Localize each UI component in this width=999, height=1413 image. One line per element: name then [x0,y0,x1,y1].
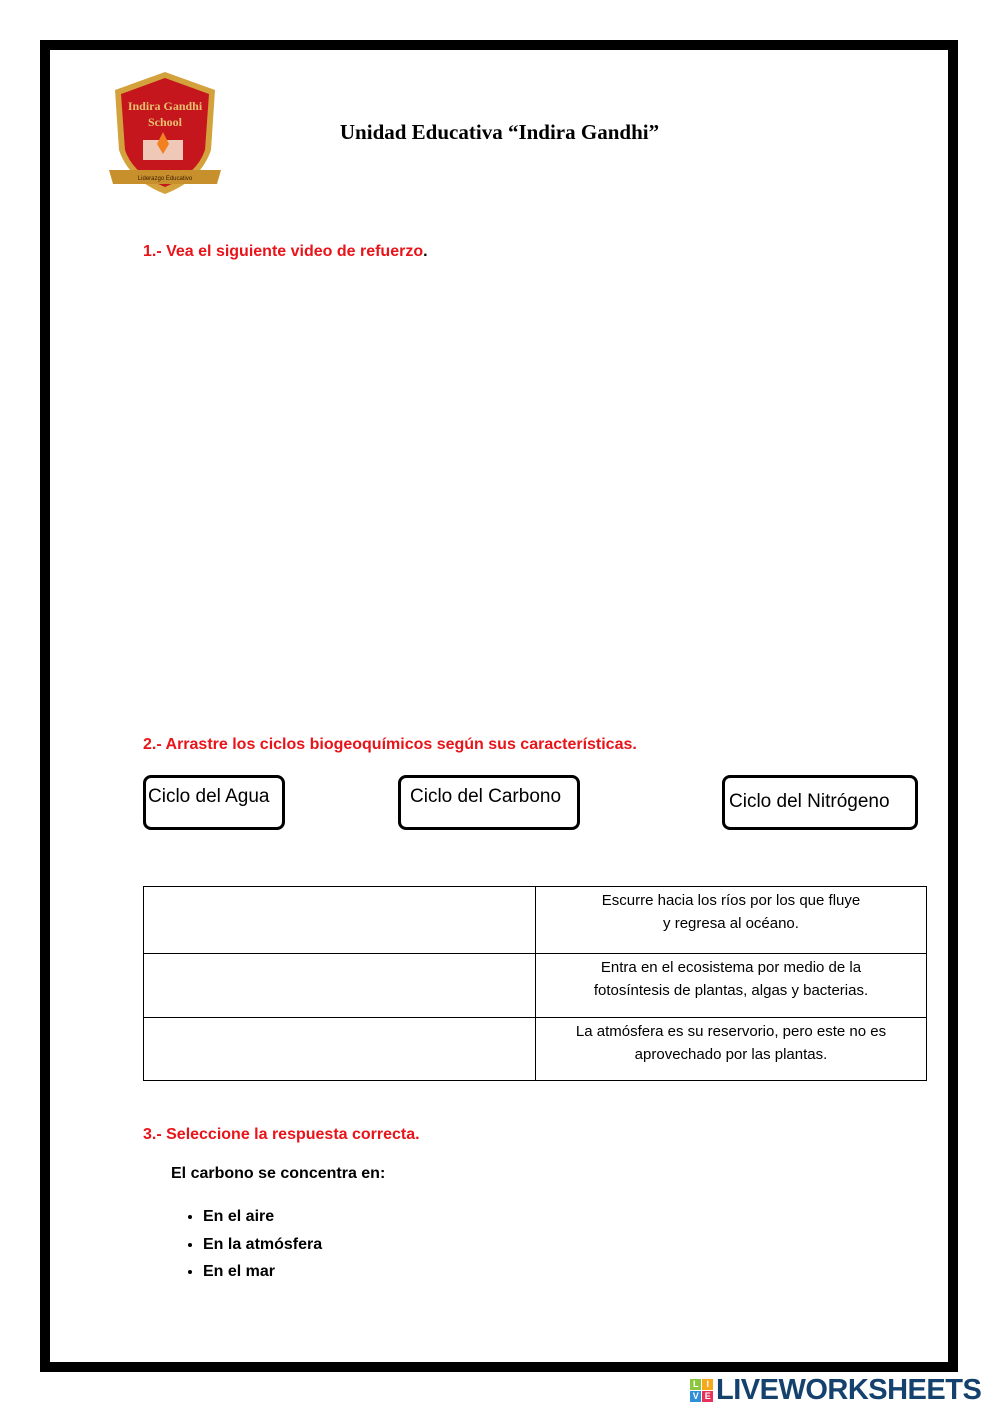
description-cell: La atmósfera es su reservorio, pero este no es aprovechado por las plantas. [536,1018,927,1081]
drag-chip-nitrogeno[interactable]: Ciclo del Nitrógeno [722,775,918,830]
svg-text:Indira Gandhi: Indira Gandhi [127,99,203,113]
option-mar[interactable]: • En el mar [203,1258,322,1286]
description-cell: Escurre hacia los ríos por los que fluye y regresa al océano. [536,887,927,954]
drag-chip-carbono[interactable]: Ciclo del Carbono [398,775,580,830]
liveworksheets-tiles-icon: L I V E [690,1379,713,1402]
svg-text:Liderazgo Educativo: Liderazgo Educativo [137,176,193,182]
question-1-heading: 1.- Vea el siguiente video de refuerzo. [143,243,428,260]
question-3-heading: 3.- Seleccione la respuesta correcta. [143,1126,420,1143]
description-cell: Entra en el ecosistema por medio de la fotosíntesis de plantas, algas y bacterias. [536,954,927,1018]
drop-zone[interactable] [144,954,536,1018]
brand-text: LIVEWORKSHEETS [716,1374,982,1406]
option-aire[interactable]: • En el aire [203,1203,322,1231]
page-title: Unidad Educativa “Indira Gandhi” [339,120,660,144]
drag-chip-agua[interactable]: Ciclo del Agua [143,775,285,830]
liveworksheets-logo [690,1374,981,1407]
video-placeholder[interactable] [143,275,927,715]
drop-zone[interactable] [144,887,536,954]
drop-zone[interactable] [144,1018,536,1081]
svg-text:School: School [147,115,183,129]
table-row [144,887,927,954]
option-atmosfera[interactable]: • En la atmósfera [203,1231,322,1259]
question-3-prompt: El carbono se concentra en: [171,1165,386,1182]
table-row [144,954,927,1018]
table-row [144,1018,927,1081]
matching-table [143,886,927,1081]
question-2-heading: 2.- Arrastre los ciclos biogeoquímicos según sus características. [143,736,637,753]
answer-options [170,1203,322,1286]
